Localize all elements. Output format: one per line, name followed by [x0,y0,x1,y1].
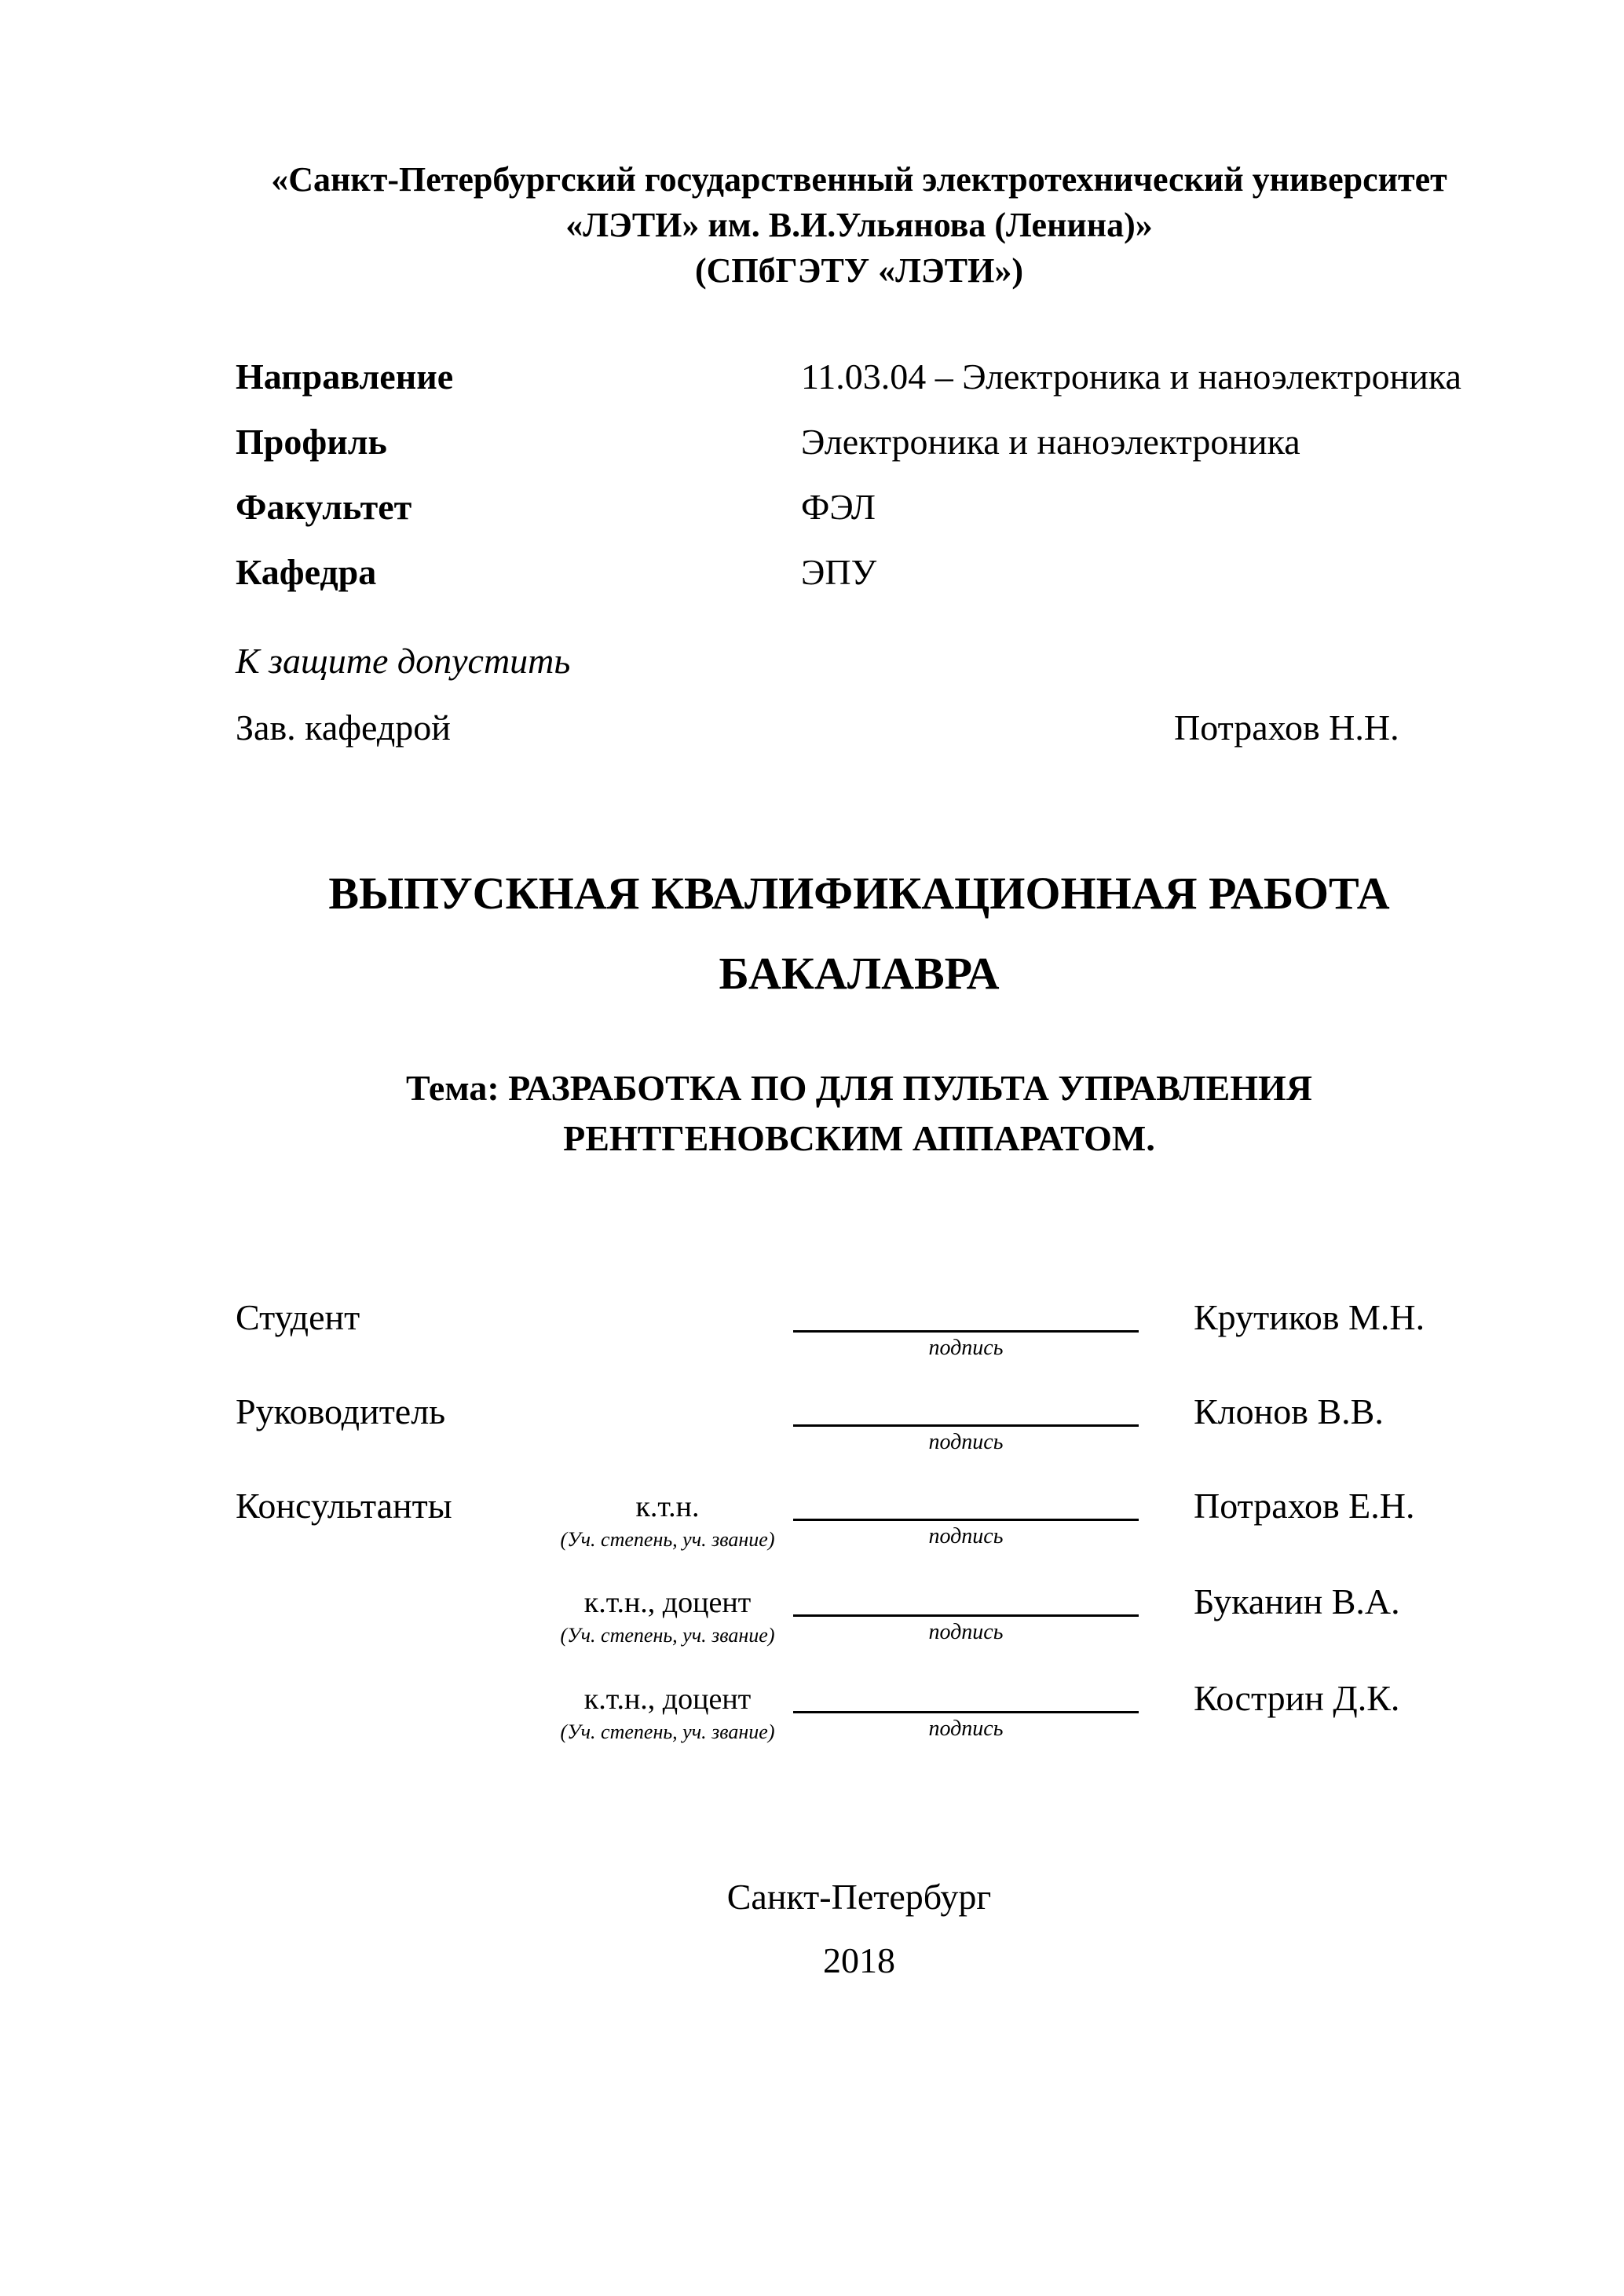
supervisor-name: Клонов В.В. [1194,1391,1384,1431]
student-signature-cell [793,1289,1147,1361]
department-label: Кафедра [236,551,377,592]
signature-block [236,1289,1483,1743]
signature-row-consultant-2 [236,1573,1483,1647]
consultant-2-signature-cell [793,1573,1147,1645]
direction-value: 11.03.04 – Электроника и наноэлектроника [801,356,1461,397]
consultant-3-name: Кострин Д.К. [1194,1677,1400,1718]
program-info [236,356,1483,594]
consultant-2-role-label [236,1573,542,1581]
university-name-line2: «ЛЭТИ» им. В.И.Ульянова (Ленина)» [565,206,1153,245]
consultant-1-name: Потрахов Е.Н. [1194,1486,1415,1526]
city-label: Санкт-Петербург [726,1877,992,1918]
thesis-title-line2: БАКАЛАВРА [719,948,1000,1000]
student-signature-caption: подпись [928,1336,1004,1360]
program-row-direction [236,356,1483,398]
student-name: Крутиков М.Н. [1194,1297,1425,1337]
signature-row-consultant-1 [236,1477,1483,1551]
consultant-1-degree-cell [542,1477,793,1551]
supervisor-role-label: Руководитель [236,1391,446,1431]
thesis-theme [236,1063,1483,1163]
consultant-2-degree: к.т.н., доцент [583,1586,752,1620]
consultant-2-degree-caption: (Уч. степень, уч. звание) [560,1624,775,1647]
department-head-row [236,707,1483,750]
department-head-label: Зав. кафедрой [236,707,451,748]
supervisor-signature-cell [793,1383,1147,1455]
consultant-2-name: Буканин В.А. [1194,1581,1400,1622]
direction-label: Направление [236,356,454,397]
year-label: 2018 [823,1940,895,1981]
program-row-faculty [236,487,1483,528]
consultant-1-degree: к.т.н. [635,1490,700,1523]
student-degree-cell [542,1289,793,1303]
student-signature-line [793,1289,1139,1333]
faculty-label: Факультет [236,487,412,528]
thesis-theme-line1: Тема: РАЗРАБОТКА ПО ДЛЯ ПУЛЬТА УПРАВЛЕНИЯ [406,1068,1312,1109]
consultant-1-degree-caption: (Уч. степень, уч. звание) [560,1527,775,1551]
faculty-value: ФЭЛ [801,487,876,528]
signature-row-student [236,1289,1483,1361]
department-value: ЭПУ [801,551,877,592]
consultant-2-signature-line [793,1573,1139,1617]
consultant-3-role-label [236,1669,542,1677]
consultant-3-signature-cell [793,1669,1147,1742]
signature-row-supervisor [236,1383,1483,1455]
thesis-title-line1: ВЫПУСКНАЯ КВАЛИФИКАЦИОННАЯ РАБОТА [328,867,1390,919]
thesis-title [236,868,1483,1000]
university-header [236,157,1483,294]
supervisor-signature-line [793,1383,1139,1427]
program-row-profile [236,422,1483,463]
university-abbreviation: (СПбГЭТУ «ЛЭТИ») [695,251,1023,291]
supervisor-degree-cell [542,1383,793,1397]
student-role-label: Студент [236,1297,360,1337]
program-row-department [236,552,1483,594]
profile-label: Профиль [236,422,387,462]
consultants-role-label: Консультанты [236,1486,452,1526]
consultant-3-signature-line [793,1669,1139,1713]
consultant-1-signature-line [793,1477,1139,1521]
consultant-1-signature-caption: подпись [928,1524,1004,1548]
admit-to-defense-line: К защите допустить [236,640,571,681]
consultant-3-degree: к.т.н., доцент [583,1682,752,1716]
consultant-1-signature-cell [793,1477,1147,1549]
thesis-theme-line2: РЕНТГЕНОВСКИМ АППАРАТОМ. [563,1117,1155,1158]
consultant-3-signature-caption: подпись [928,1716,1004,1741]
department-head-name: Потрахов Н.Н. [1174,707,1399,748]
consultant-2-degree-cell [542,1573,793,1647]
profile-value: Электроника и наноэлектроника [801,422,1300,462]
signature-row-consultant-3 [236,1669,1483,1743]
consultant-2-signature-caption: подпись [928,1620,1004,1645]
supervisor-signature-caption: подпись [928,1430,1004,1454]
page-footer [236,1877,1483,1982]
university-name-line1: «Санкт-Петербургский государственный электротехнический университет [271,160,1447,199]
consultant-3-degree-cell [542,1669,793,1743]
consultant-3-degree-caption: (Уч. степень, уч. звание) [560,1720,775,1743]
